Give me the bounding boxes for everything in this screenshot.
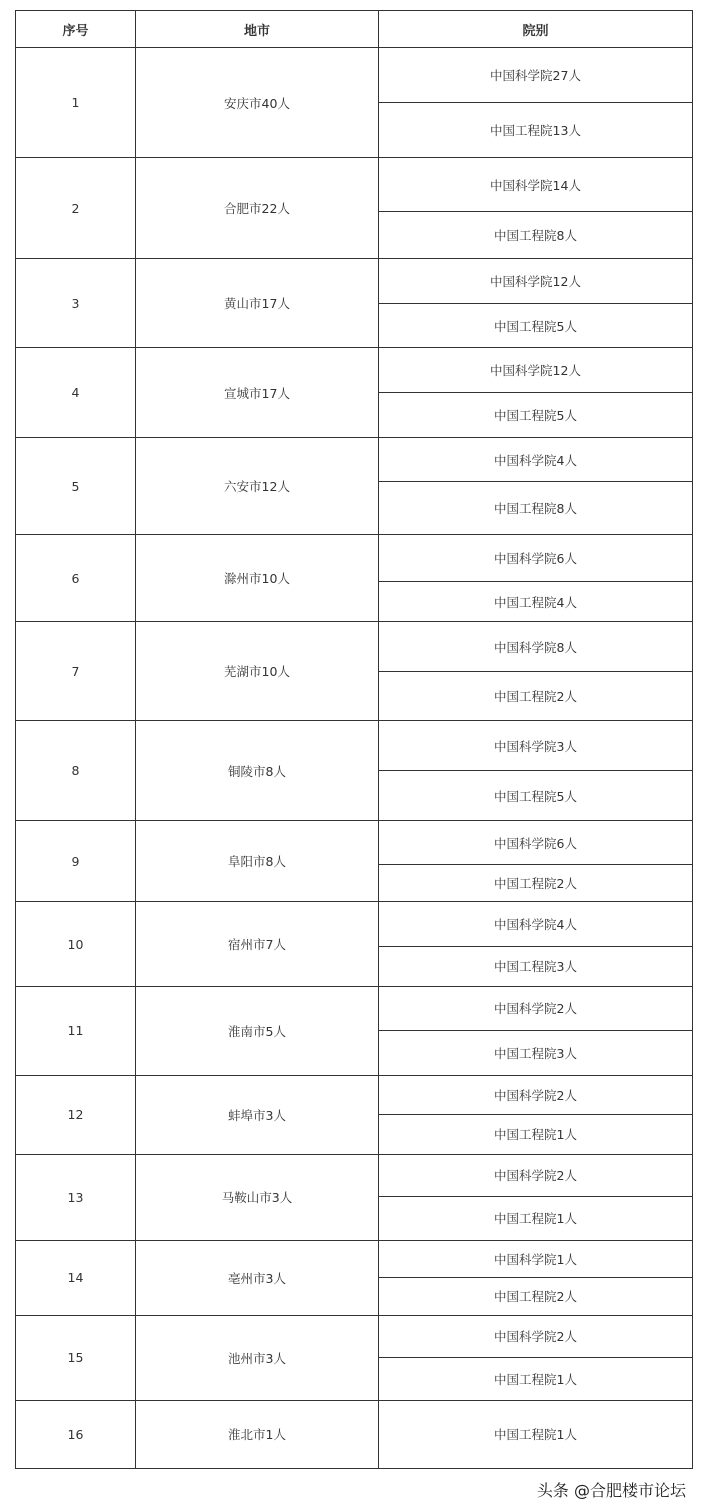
header-city: 地市: [136, 11, 379, 48]
academy-cell: 中国工程院4人: [379, 582, 693, 622]
academy-cell: 中国科学院2人: [379, 1154, 693, 1196]
row-number: 11: [16, 986, 136, 1075]
academy-cell: 中国工程院2人: [379, 672, 693, 721]
academy-cell: 中国工程院5人: [379, 304, 693, 348]
row-number: 5: [16, 438, 136, 535]
table-row: [16, 438, 693, 482]
table-row: [16, 348, 693, 393]
row-number: 1: [16, 48, 136, 158]
city-cell: 马鞍山市3人: [136, 1154, 379, 1240]
table-row: [16, 902, 693, 946]
row-number: 4: [16, 348, 136, 438]
row-number: 12: [16, 1075, 136, 1154]
city-cell: 宿州市7人: [136, 902, 379, 986]
city-cell: 蚌埠市3人: [136, 1075, 379, 1154]
city-cell: 安庆市40人: [136, 48, 379, 158]
academy-cell: 中国工程院2人: [379, 865, 693, 902]
city-cell: 芜湖市10人: [136, 622, 379, 721]
row-number: 7: [16, 622, 136, 721]
footer-credit: 头条 @合肥楼市论坛: [536, 1481, 686, 1500]
city-cell: 滁州市10人: [136, 535, 379, 622]
academy-cell: 中国科学院3人: [379, 721, 693, 771]
academy-cell: 中国科学院2人: [379, 986, 693, 1030]
academy-cell: 中国科学院12人: [379, 348, 693, 393]
table-row: [16, 622, 693, 672]
academy-cell: 中国工程院1人: [379, 1400, 693, 1468]
city-cell: 黄山市17人: [136, 259, 379, 348]
row-number: 13: [16, 1154, 136, 1240]
table-row: [16, 535, 693, 582]
academy-cell: 中国科学院6人: [379, 821, 693, 865]
academy-cell: 中国工程院3人: [379, 1030, 693, 1075]
row-number: 8: [16, 721, 136, 821]
table-row: [16, 821, 693, 865]
table-row: [16, 1315, 693, 1357]
table-row: [16, 986, 693, 1030]
academy-cell: 中国科学院2人: [379, 1075, 693, 1114]
city-cell: 池州市3人: [136, 1315, 379, 1400]
academy-cell: 中国工程院13人: [379, 103, 693, 158]
academy-cell: 中国工程院5人: [379, 771, 693, 821]
row-number: 6: [16, 535, 136, 622]
header-row: [16, 11, 693, 48]
row-number: 16: [16, 1400, 136, 1468]
row-number: 10: [16, 902, 136, 986]
table-row: [16, 1075, 693, 1114]
academy-cell: 中国工程院1人: [379, 1114, 693, 1154]
table-row: [16, 1240, 693, 1277]
city-cell: 淮北市1人: [136, 1400, 379, 1468]
academy-cell: 中国工程院2人: [379, 1277, 693, 1315]
city-cell: 阜阳市8人: [136, 821, 379, 902]
city-cell: 淮南市5人: [136, 986, 379, 1075]
city-cell: 宣城市17人: [136, 348, 379, 438]
academy-cell: 中国科学院6人: [379, 535, 693, 582]
row-number: 3: [16, 259, 136, 348]
row-number: 14: [16, 1240, 136, 1315]
academy-cell: 中国科学院4人: [379, 902, 693, 946]
academy-cell: 中国科学院27人: [379, 48, 693, 103]
academician-table: [15, 10, 693, 1469]
academy-cell: 中国工程院1人: [379, 1357, 693, 1400]
academy-cell: 中国科学院14人: [379, 158, 693, 212]
table-row: [16, 1400, 693, 1468]
academy-cell: 中国科学院2人: [379, 1315, 693, 1357]
row-number: 9: [16, 821, 136, 902]
header-no: 序号: [16, 11, 136, 48]
table-row: [16, 1154, 693, 1196]
city-cell: 合肥市22人: [136, 158, 379, 259]
city-cell: 六安市12人: [136, 438, 379, 535]
table-row: [16, 48, 693, 103]
header-academy: 院别: [379, 11, 693, 48]
row-number: 2: [16, 158, 136, 259]
academy-cell: 中国工程院3人: [379, 946, 693, 986]
academy-cell: 中国科学院1人: [379, 1240, 693, 1277]
row-number: 15: [16, 1315, 136, 1400]
table-row: [16, 158, 693, 212]
city-cell: 铜陵市8人: [136, 721, 379, 821]
academy-cell: 中国工程院5人: [379, 393, 693, 438]
table-row: [16, 259, 693, 304]
city-cell: 亳州市3人: [136, 1240, 379, 1315]
academy-cell: 中国工程院8人: [379, 482, 693, 535]
academy-cell: 中国工程院8人: [379, 212, 693, 259]
academy-cell: 中国工程院1人: [379, 1196, 693, 1240]
academy-cell: 中国科学院12人: [379, 259, 693, 304]
table-row: [16, 721, 693, 771]
academy-cell: 中国科学院4人: [379, 438, 693, 482]
academy-cell: 中国科学院8人: [379, 622, 693, 672]
